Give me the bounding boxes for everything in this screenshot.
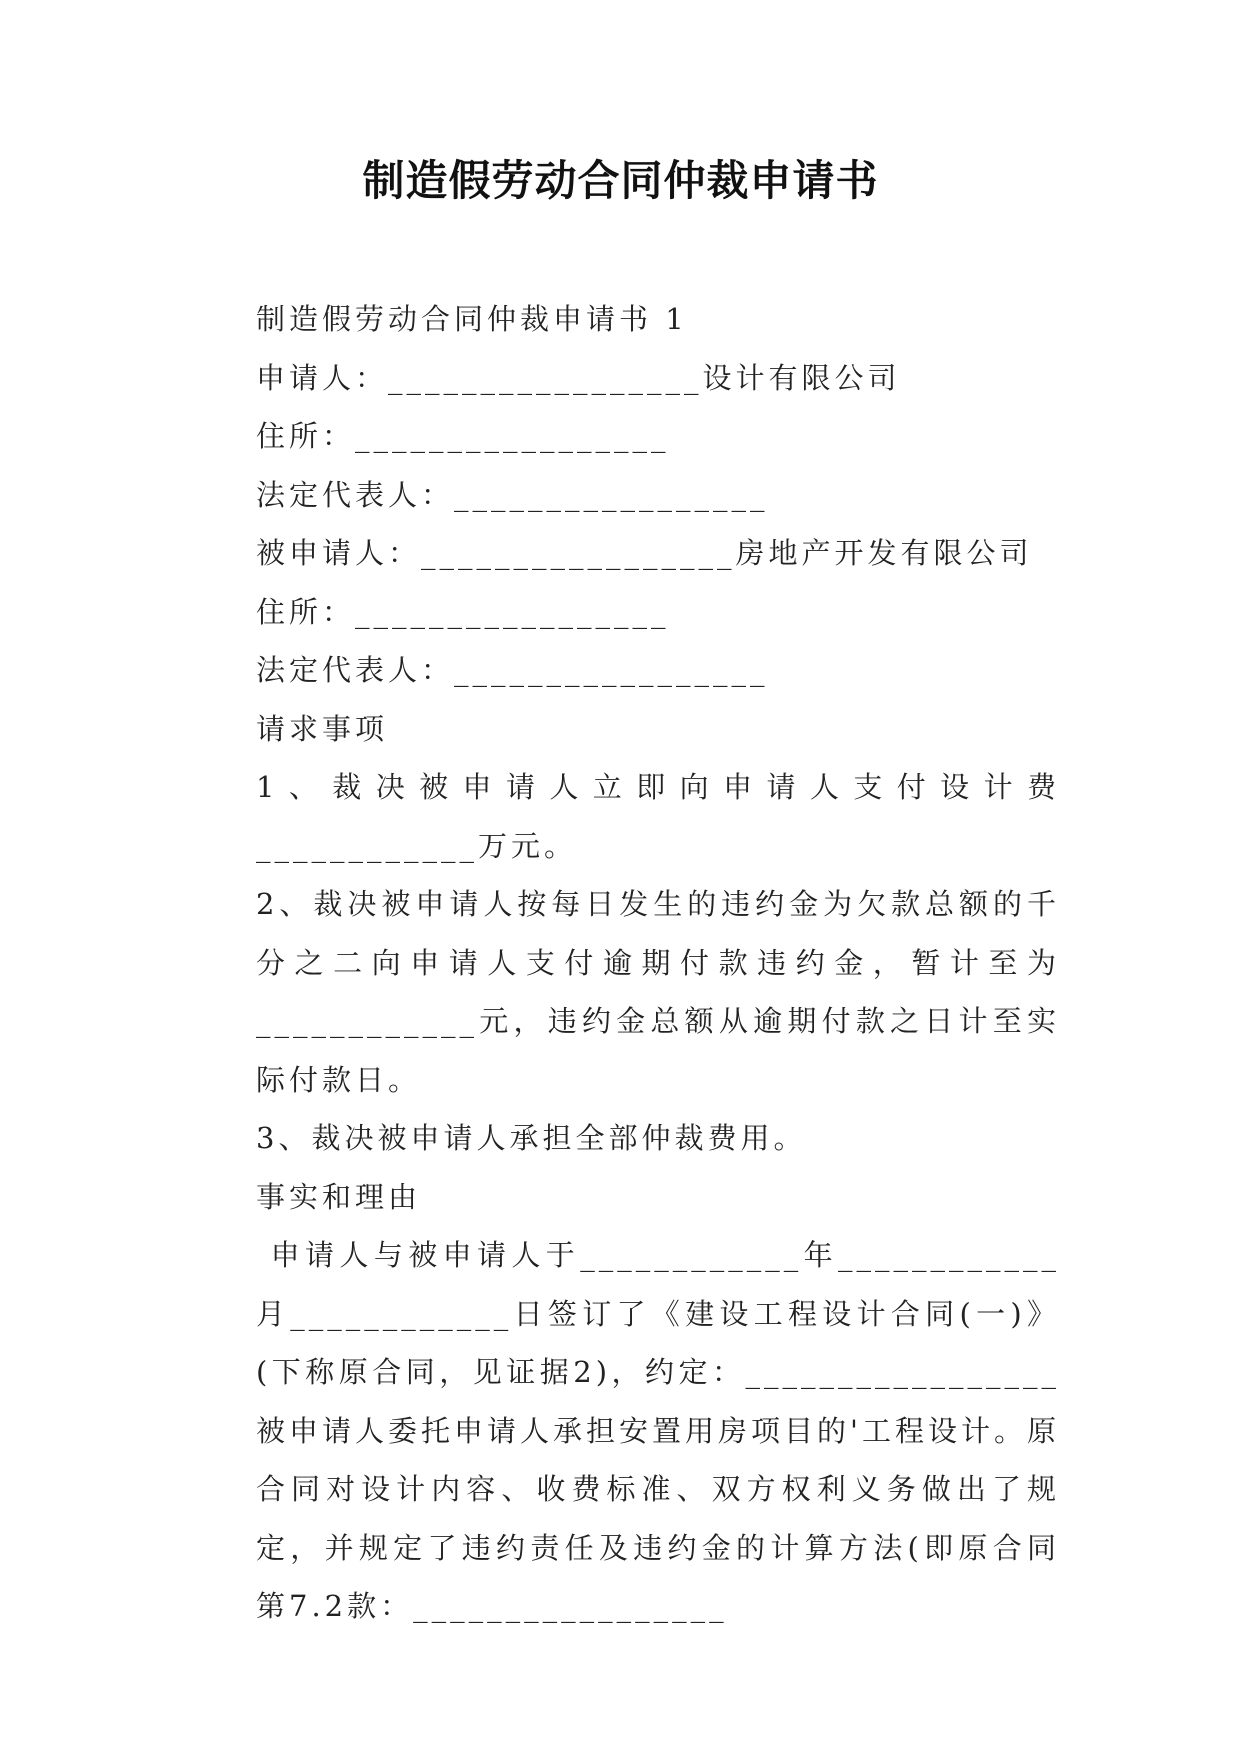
paragraph-applicant-address: 住所：_________________ [256, 419, 670, 453]
paragraph-facts: 申请人与被申请人于____________年____________月____________日签订了《建设工程设计合同(一)》(下称原合同，见证据2)，约定：_________________被申请人委托申请人承担安置用房项目的'工程设计。原合同对设计内容、收费标准、双方权利义务做出了规定，并规定了违约责任及违约金的计算方法(即原合同第7.2款：_________________ [256, 1238, 1060, 1623]
paragraph-applicant: 申请人：_________________设计有限公司 [256, 360, 901, 395]
heading-claims: 请求事项 [256, 711, 389, 746]
paragraph-claim-2: 2、裁决被申请人按每日发生的违约金为欠款总额的千分之二向申请人支付逾期付款违约金，暂计至为____________元，违约金总额从逾期付款之日计至实际付款日。 [256, 887, 1060, 1097]
paragraph-respondent: 被申请人：_________________房地产开发有限公司 [256, 536, 1033, 570]
paragraph-applicant-legal-rep: 法定代表人：_________________ [256, 477, 769, 512]
document-body [190, 290, 1060, 1636]
heading-facts-reasons: 事实和理由 [256, 1179, 422, 1214]
paragraph-claim-1: 1、裁决被申请人立即向申请人支付设计费____________万元。 [256, 770, 1060, 863]
paragraph-respondent-legal-rep: 法定代表人：_________________ [256, 653, 769, 687]
paragraph-subtitle: 制造假劳动合同仲裁申请书 1 [256, 302, 688, 336]
paragraph-respondent-address: 住所：_________________ [256, 594, 670, 629]
paragraph-claim-3: 3、裁决被申请人承担全部仲裁费用。 [256, 1121, 807, 1155]
document-title: 制造假劳动合同仲裁申请书 [362, 156, 879, 205]
